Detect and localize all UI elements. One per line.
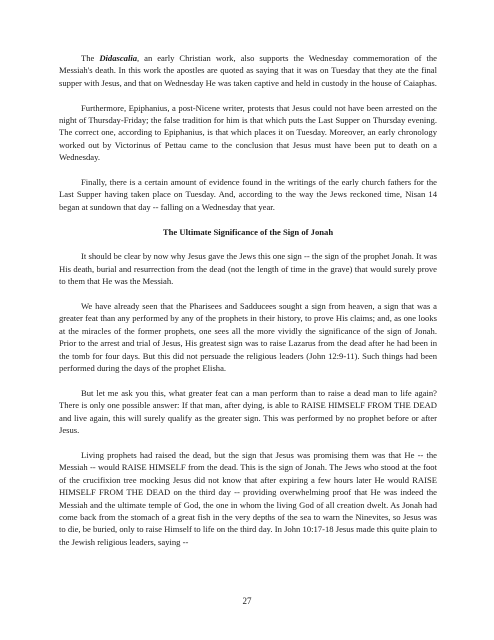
paragraph-greater-feat: But let me ask you this, what greater feat can a man perform than to raise a dead man to life again? There is only one possible answer: If that man, after dying, is able to RAISE HIMSELF FROM THE DEAD and live again, this will surely qualify as the greater sign. This was performed by no prophet before or after Jesus.	[59, 387, 437, 436]
paragraph-living-prophets: Living prophets had raised the dead, but the sign that Jesus was promising them was that He -- the Messiah -- would RAISE HIMSELF from the dead. This is the sign of Jonah. The Jews who stood at the foot of the crucifixion tree mocking Jesus did not know that after expiring a few hours later He would RAISE HIMSELF FROM THE DEAD on the third day -- providing overwhelming proof that He was indeed the Messiah and the ultimate temple of God, the one in whom the living God of all creation dwelt. As Jonah had come back from the stomach of a great fish in the very depths of the sea to warn the Ninevites, so Jesus was to die, be buried, only to raise Himself to life on the third day. In John 10:17-18 Jesus made this quite plain to the Jewish religious leaders, saying --	[59, 449, 437, 547]
page-number: 27	[242, 596, 252, 606]
work-title-didascalia: Didascalia	[99, 53, 138, 63]
paragraph-lead: The	[81, 53, 100, 63]
paragraph-sign-of-jonah: It should be clear by now why Jesus gave the Jews this one sign -- the sign of the prophet Jonah. It was His death, burial and resurrection from the dead (not the length of time in the grave) that would surely prove to them that He was the Messiah.	[59, 251, 437, 287]
paragraph-rest: , an early Christian work, also supports the Wednesday commemoration of the Messiah's death. In this work the apostles are quoted as saying that it was on Tuesday that they ate the final supper with Jesus, and that on Wednesday He was taken captive and held in custody in the house of Caiaphas.	[59, 53, 438, 88]
paragraph-church-fathers: Finally, there is a certain amount of evidence found in the writings of the early church fathers for the Last Supper having taken place on Tuesday. And, according to the way the Jews reckoned time, Nisan 14 began at sundown that day -- falling on a Wednesday that year.	[59, 177, 437, 212]
paragraph-pharisees: We have already seen that the Pharisees and Sadducees sought a sign from heaven, a sign that was a greater feat than any performed by any of the prophets in their history, to prove His claims; and, as one looks at the miracles of the former prophets, one sees all the more vividly the significance of the sign of Jonah. Prior to the arrest and trial of Jesus, His greatest sign was to raise Lazarus from the dead after he had been in the tomb for four days. But this did not persuade the religious leaders (John 12:9-11). Such things had been performed during the days of the prophet Elisha.	[59, 301, 437, 374]
section-heading: The Ultimate Significance of the Sign of Jonah	[162, 226, 334, 237]
paragraph-didascalia	[59, 52, 437, 89]
document-body	[59, 52, 437, 548]
paragraph-epiphanius: Furthermore, Epiphanius, a post-Nicene writer, protests that Jesus could not have been arrested on the night of Thursday-Friday; the false tradition for him is that which puts the Last Supper on Thursday evening. The correct one, according to Epiphanius, is that which places it on Tuesday. Moreover, an early chronology worked out by Victorinus of Pettau came to the conclusion that Jesus must have been put to death on a Wednesday.	[59, 102, 437, 163]
